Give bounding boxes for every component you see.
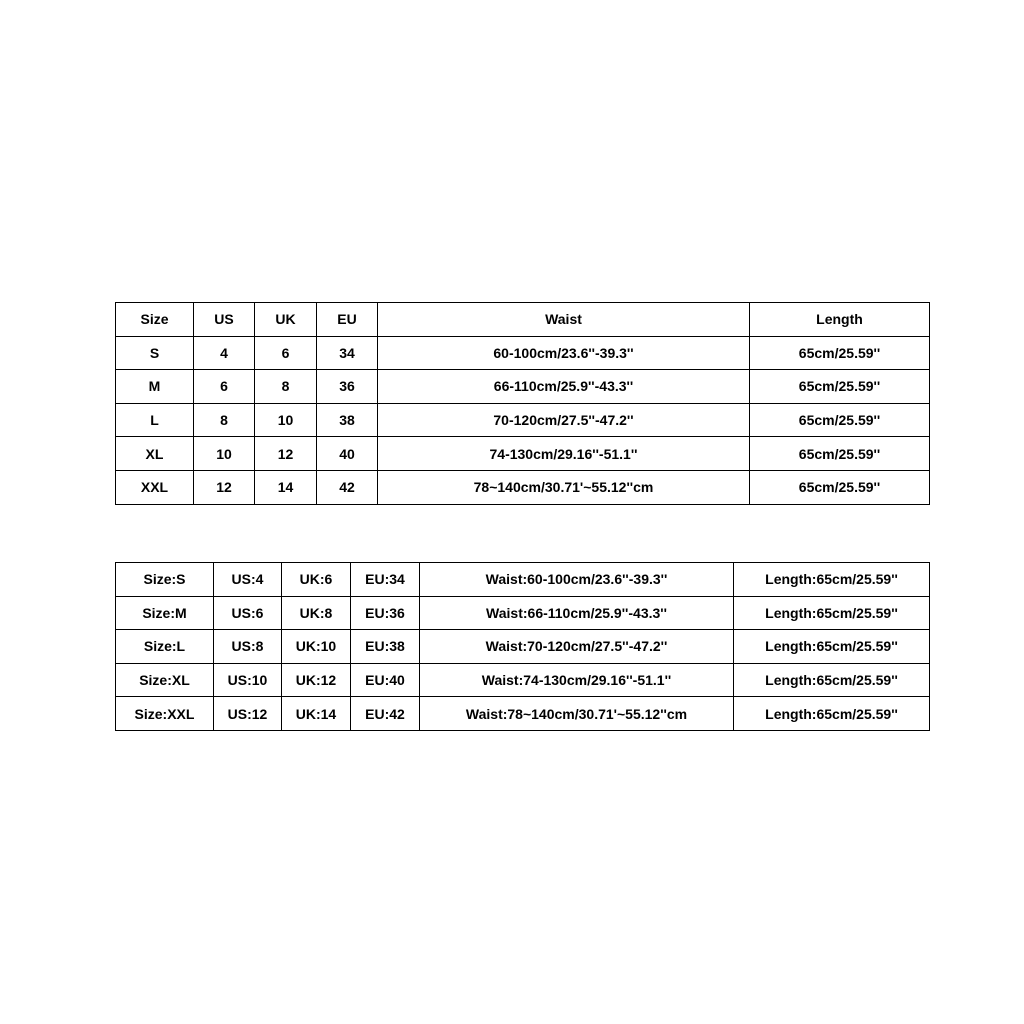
cell-uk: UK:14 [282,697,351,731]
cell-eu: EU:38 [351,630,420,664]
table-row [116,596,930,630]
cell-length: Length:65cm/25.59'' [734,663,930,697]
cell-length: Length:65cm/25.59'' [734,630,930,664]
cell-uk: 12 [255,437,317,471]
header-uk: UK [255,303,317,337]
cell-length: 65cm/25.59'' [750,370,930,404]
cell-us: US:10 [214,663,282,697]
cell-waist: Waist:60-100cm/23.6''-39.3'' [420,563,734,597]
cell-uk: 6 [255,336,317,370]
cell-eu: 34 [317,336,378,370]
cell-eu: EU:40 [351,663,420,697]
cell-us: 6 [194,370,255,404]
cell-eu: 40 [317,437,378,471]
cell-uk: UK:6 [282,563,351,597]
table-header-row [116,303,930,337]
header-eu: EU [317,303,378,337]
table-row [116,470,930,504]
cell-waist: 78~140cm/30.71'~55.12''cm [378,470,750,504]
cell-us: 4 [194,336,255,370]
cell-uk: 8 [255,370,317,404]
cell-size: XXL [116,470,194,504]
cell-waist: Waist:74-130cm/29.16''-51.1'' [420,663,734,697]
cell-eu: EU:36 [351,596,420,630]
cell-uk: 14 [255,470,317,504]
cell-waist: Waist:70-120cm/27.5''-47.2'' [420,630,734,664]
cell-size: Size:L [116,630,214,664]
table-row [116,563,930,597]
cell-eu: EU:42 [351,697,420,731]
cell-size: Size:M [116,596,214,630]
cell-waist: 66-110cm/25.9''-43.3'' [378,370,750,404]
cell-waist: 74-130cm/29.16''-51.1'' [378,437,750,471]
cell-us: 12 [194,470,255,504]
cell-us: US:6 [214,596,282,630]
header-length: Length [750,303,930,337]
cell-size: XL [116,437,194,471]
cell-size: Size:XL [116,663,214,697]
cell-waist: 60-100cm/23.6''-39.3'' [378,336,750,370]
cell-length: 65cm/25.59'' [750,470,930,504]
cell-length: 65cm/25.59'' [750,336,930,370]
cell-uk: UK:8 [282,596,351,630]
cell-length: 65cm/25.59'' [750,403,930,437]
table-row [116,630,930,664]
table-row [116,403,930,437]
cell-length: 65cm/25.59'' [750,437,930,471]
header-size: Size [116,303,194,337]
size-chart-table [115,302,930,505]
cell-waist: Waist:78~140cm/30.71'~55.12''cm [420,697,734,731]
table-row [116,437,930,471]
cell-uk: UK:10 [282,630,351,664]
cell-size: S [116,336,194,370]
size-chart-labeled-table [115,562,930,731]
cell-us: US:8 [214,630,282,664]
cell-us: US:4 [214,563,282,597]
cell-size: M [116,370,194,404]
cell-us: 10 [194,437,255,471]
cell-eu: 36 [317,370,378,404]
cell-uk: 10 [255,403,317,437]
cell-length: Length:65cm/25.59'' [734,596,930,630]
cell-eu: EU:34 [351,563,420,597]
cell-size: L [116,403,194,437]
table-row [116,336,930,370]
cell-uk: UK:12 [282,663,351,697]
cell-waist: Waist:66-110cm/25.9''-43.3'' [420,596,734,630]
cell-size: Size:S [116,563,214,597]
header-us: US [194,303,255,337]
cell-us: 8 [194,403,255,437]
cell-size: Size:XXL [116,697,214,731]
cell-us: US:12 [214,697,282,731]
table-row [116,663,930,697]
table-row [116,697,930,731]
cell-waist: 70-120cm/27.5''-47.2'' [378,403,750,437]
cell-length: Length:65cm/25.59'' [734,697,930,731]
cell-eu: 42 [317,470,378,504]
cell-length: Length:65cm/25.59'' [734,563,930,597]
cell-eu: 38 [317,403,378,437]
table-row [116,370,930,404]
header-waist: Waist [378,303,750,337]
